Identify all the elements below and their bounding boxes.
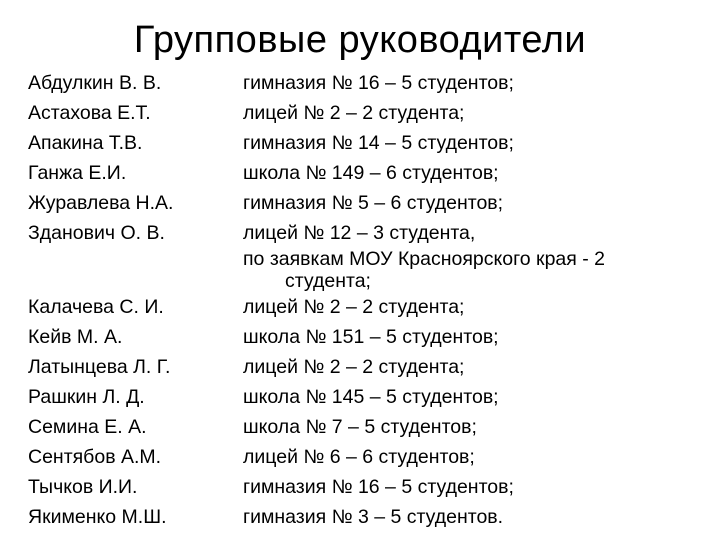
supervisor-name: Абдулкин В. В. [28, 72, 162, 94]
school-entry: школа № 145 – 5 студентов; [243, 386, 499, 408]
supervisor-name: Журавлева Н.А. [28, 192, 174, 214]
supervisor-name: Латынцева Л. Г. [28, 356, 171, 378]
supervisor-name: Астахова Е.Т. [28, 102, 151, 124]
school-entry: гимназия № 3 – 5 студентов. [243, 506, 504, 528]
school-entry: гимназия № 5 – 6 студентов; [243, 192, 504, 214]
supervisor-names-column [28, 68, 238, 532]
supervisor-name: Ганжа Е.И. [28, 162, 127, 184]
supervisor-name: Апакина Т.В. [28, 132, 143, 154]
names-gap [28, 248, 238, 292]
school-entry-note: по заявкам МОУ Красноярского края - 2 [243, 248, 606, 270]
school-entry-note-continued: студента; [285, 270, 371, 292]
school-entry: лицей № 2 – 2 студента; [243, 356, 465, 378]
slide-title: Групповые руководители [133, 19, 587, 61]
supervisor-name: Сентябов А.М. [28, 446, 162, 468]
school-entry: школа № 151 – 5 студентов; [243, 326, 499, 348]
supervisor-name: Тычков И.И. [28, 476, 138, 498]
supervisor-name: Калачева С. И. [28, 296, 164, 318]
school-entry: лицей № 2 – 2 студента; [243, 102, 465, 124]
schools-column [243, 68, 715, 532]
supervisor-name: Кейв М. А. [28, 326, 123, 348]
supervisor-name: Зданович О. В. [28, 222, 165, 244]
supervisor-name: Рашкин Л. Д. [28, 386, 145, 408]
supervisor-name: Якименко М.Ш. [28, 506, 167, 528]
school-entry: гимназия № 16 – 5 студентов; [243, 476, 514, 498]
school-entry: лицей № 6 – 6 студентов; [243, 446, 475, 468]
school-entry: лицей № 2 – 2 студента; [243, 296, 465, 318]
school-entry: школа № 149 – 6 студентов; [243, 162, 499, 184]
school-entry: гимназия № 14 – 5 студентов; [243, 132, 514, 154]
supervisor-name: Семина Е. А. [28, 416, 147, 438]
school-entry: лицей № 12 – 3 студента, [243, 222, 476, 244]
school-entry: школа № 7 – 5 студентов; [243, 416, 477, 438]
school-entry: гимназия № 16 – 5 студентов; [243, 72, 514, 94]
